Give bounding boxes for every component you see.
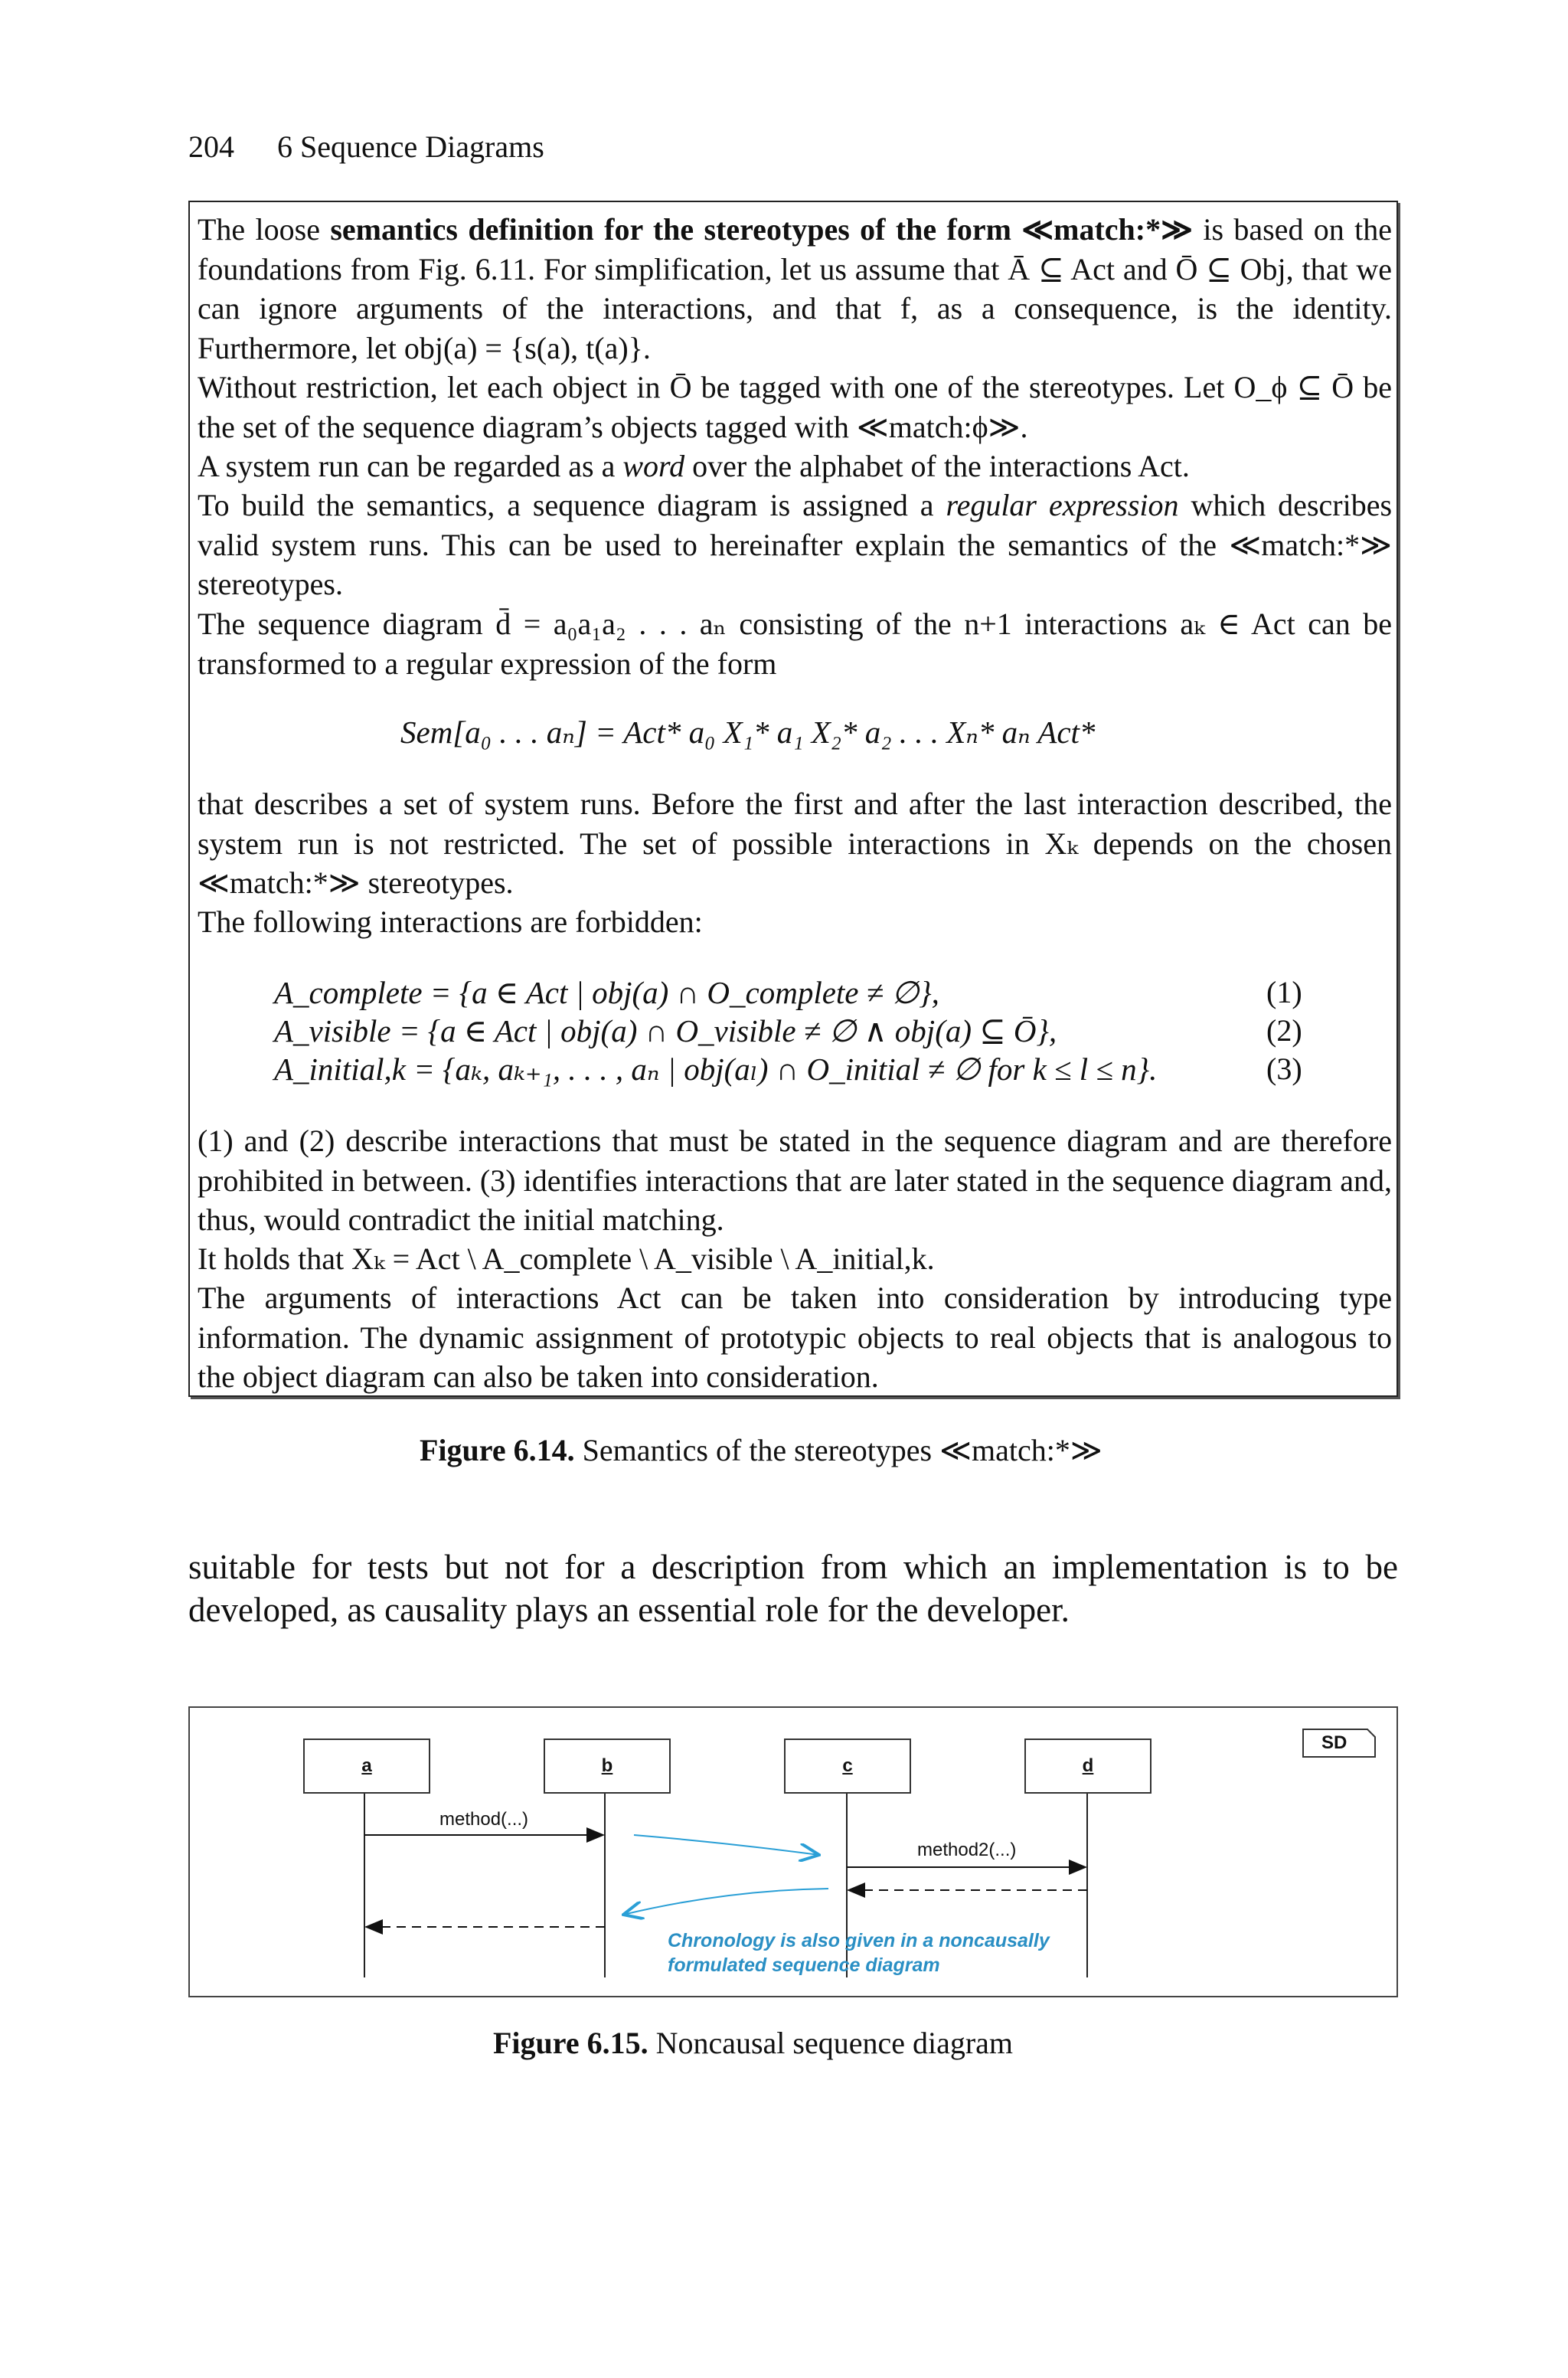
fig614-paragraph-6: that describes a set of system runs. Before the first and after the last interaction described, the system run is not restricted. The set of possible interactions in Xₖ depends on the chosen ≪match:*≫ stereotypes. [198, 787, 1392, 900]
figure-6-14-caption [420, 1432, 1102, 1468]
fig614-paragraph-9: It holds that Xₖ = Act \ A_complete \ A_visible \ A_initial,k. [198, 1241, 935, 1276]
equation-1-number: (1) [1266, 975, 1302, 1009]
object-d-box: d [1024, 1739, 1152, 1794]
fig614-paragraph-10: The arguments of interactions Act can be taken into consideration by introducing type information. The dynamic assignment of prototypic objects to real objects that is analogous to the object diagram can also be taken into consideration. [198, 1281, 1392, 1394]
object-c-box: c [784, 1739, 911, 1794]
fig614-paragraph-7: The following interactions are forbidden: [198, 904, 703, 939]
caption-text: Semantics of the stereotypes ≪match:*≫ [574, 1433, 1102, 1467]
figure-6-15-diagram [188, 1706, 1398, 1997]
equation-3: A_initial,k = {aₖ, aₖ₊₁, . . . , aₙ | obj(aₗ) ∩ O_initial ≠ ∅ for k ≤ l ≤ n}. [274, 1052, 1158, 1087]
page-number: 204 [188, 129, 234, 164]
caption-text: Noncausal sequence diagram [648, 2026, 1014, 2060]
equation-2-number: (2) [1266, 1013, 1302, 1048]
equation-1: A_complete = {a ∈ Act | obj(a) ∩ O_complete ≠ ∅}, [274, 975, 939, 1010]
chronology-arrow-lower [623, 1889, 828, 1915]
fig614-paragraph-5: The sequence diagram d̄ = a₀a₁a₂ . . . aₙ consisting of the n+1 interactions aₖ ∈ Act can be transformed to a regular expression of the form [198, 607, 1392, 681]
fig614-paragraph-8: (1) and (2) describe interactions that must be stated in the sequence diagram and are therefore prohibited in between. (3) identifies interactions that are later stated in the sequence diagram and, thus, would contradict the initial matching. [198, 1124, 1392, 1237]
object-b-box: b [544, 1739, 671, 1794]
chronology-note: Chronology is also given in a noncausally formulated sequence diagram [668, 1930, 1050, 1976]
equation-3-number: (3) [1266, 1052, 1302, 1086]
equation-2: A_visible = {a ∈ Act | obj(a) ∩ O_visible ≠ ∅ ∧ obj(a) ⊆ Ō}, [274, 1013, 1057, 1048]
object-a-box: a [303, 1739, 430, 1794]
display-equation: Sem[a₀ . . . aₙ] = Act* a₀ X₁* a₁ X₂* a₂ . . . Xₙ* aₙ Act* [400, 715, 1096, 750]
message-method2-label: method2(...) [917, 1840, 1017, 1860]
caption-label: Figure 6.15. [493, 2026, 648, 2060]
figure-6-14-box [188, 201, 1398, 1397]
fig614-paragraph-4: To build the semantics, a sequence diagram is assigned a regular expression which describes valid system runs. This can be used to hereinafter explain the semantics of the ≪match:*≫ stereotypes. [198, 488, 1393, 601]
body-paragraph: suitable for tests but not for a description from which an implementation is to be developed, as causality plays an essential role for the developer. [188, 1548, 1398, 1629]
sd-tag: SD [1321, 1732, 1348, 1753]
caption-label: Figure 6.14. [420, 1433, 575, 1467]
fig614-paragraph-3: A system run can be regarded as a word over the alphabet of the interactions Act. [198, 449, 1190, 483]
message-method-label: method(...) [439, 1809, 529, 1830]
figure-6-15-caption [493, 2025, 1013, 2061]
chronology-arrow-upper [634, 1835, 819, 1855]
fig614-paragraph-1: The loose semantics definition for the stereotypes of the form ≪match:*≫ is based on the foundations from Fig. 6.11. For simplification, let us assume that Ā ⊆ Act and Ō ⊆ Obj, that we can ignore arguments of the interactions, and that f, as a consequence, is the identity. Furthermore, let obj(a) = {s(a), t(a)}. [198, 212, 1393, 365]
fig614-paragraph-2: Without restriction, let each object in Ō be tagged with one of the stereotypes. Let O_ϕ ⊆ Ō be the set of the sequence diagram’s objects tagged with ≪match:ϕ≫. [198, 370, 1392, 444]
page-header [188, 129, 544, 165]
bold-definition: semantics definition for the stereotypes of the form ≪match:*≫ [330, 212, 1193, 247]
chapter-title: 6 Sequence Diagrams [277, 129, 544, 164]
